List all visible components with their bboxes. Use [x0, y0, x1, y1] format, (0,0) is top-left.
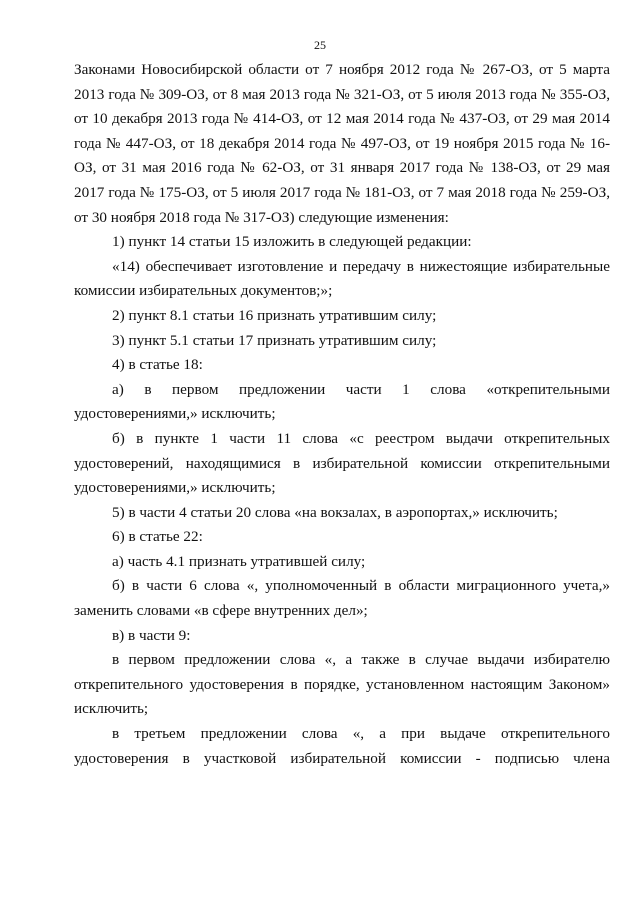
paragraph-item-4b: б) в пункте 1 части 11 слова «с реестром выдачи открепительных удостоверений, находящимися в избирательной комиссии открепительными удостоверениями,» исключить;	[74, 429, 610, 497]
paragraph-item-6a: а) часть 4.1 признать утратившей силу;	[112, 552, 366, 570]
paragraph-item-2: 2) пункт 8.1 статьи 16 признать утратившим силу;	[112, 306, 437, 324]
paragraph-item-3: 3) пункт 5.1 статьи 17 признать утратившим силу;	[112, 331, 437, 349]
paragraph-item-1-quote: «14) обеспечивает изготовление и передачу в нижестоящие избирательные комиссии избирательных документов;»;	[74, 257, 610, 300]
paragraph-item-4a: а) в первом предложении части 1 слова «открепительными удостоверениями,» исключить;	[74, 380, 610, 423]
paragraph-item-5: 5) в части 4 статьи 20 слова «на вокзалах, в аэропортах,» исключить;	[112, 503, 558, 521]
paragraph-item-1: 1) пункт 14 статьи 15 изложить в следующей редакции:	[112, 233, 472, 251]
paragraph-third-sentence: в третьем предложении слова «, а при выдаче открепительного удостоверения в участковой избирательной комиссии - подписью члена	[74, 725, 610, 767]
paragraph-item-6c: в) в части 9:	[112, 626, 191, 644]
paragraph-item-4: 4) в статье 18:	[112, 356, 203, 374]
paragraph-item-6: 6) в статье 22:	[112, 528, 203, 546]
paragraph-item-6b: б) в части 6 слова «, уполномоченный в области миграционного учета,» заменить словами «в сфере внутренних дел»;	[74, 577, 610, 620]
body-text	[74, 58, 610, 771]
paragraph-intro: Законами Новосибирской области от 7 ноября 2012 года № 267-ОЗ, от 5 марта 2013 года № 309-ОЗ, от 8 мая 2013 года № 321-ОЗ, от 5 июля 2013 года № 355-ОЗ, от 10 декабря 2013 года № 414-ОЗ, от 12 мая 2014 года № 437-ОЗ, от 29 мая 2014 года № 447-ОЗ, от 18 декабря 2014 года № 497-ОЗ, от 19 ноября 2015 года № 16-ОЗ, от 31 мая 2016 года № 62-ОЗ, от 31 января 2017 года № 138-ОЗ, от 29 мая 2017 года № 175-ОЗ, от 5 июля 2017 года № 181-ОЗ, от 7 мая 2018 года № 259-ОЗ, от 30 ноября 2018 года № 317-ОЗ) следующие изменения:	[74, 61, 610, 226]
paragraph-first-sentence: в первом предложении слова «, а также в случае выдачи избирателю открепительного удостоверения в порядке, установленном настоящим Законом» исключить;	[74, 651, 610, 718]
page-number: 25	[314, 38, 326, 52]
